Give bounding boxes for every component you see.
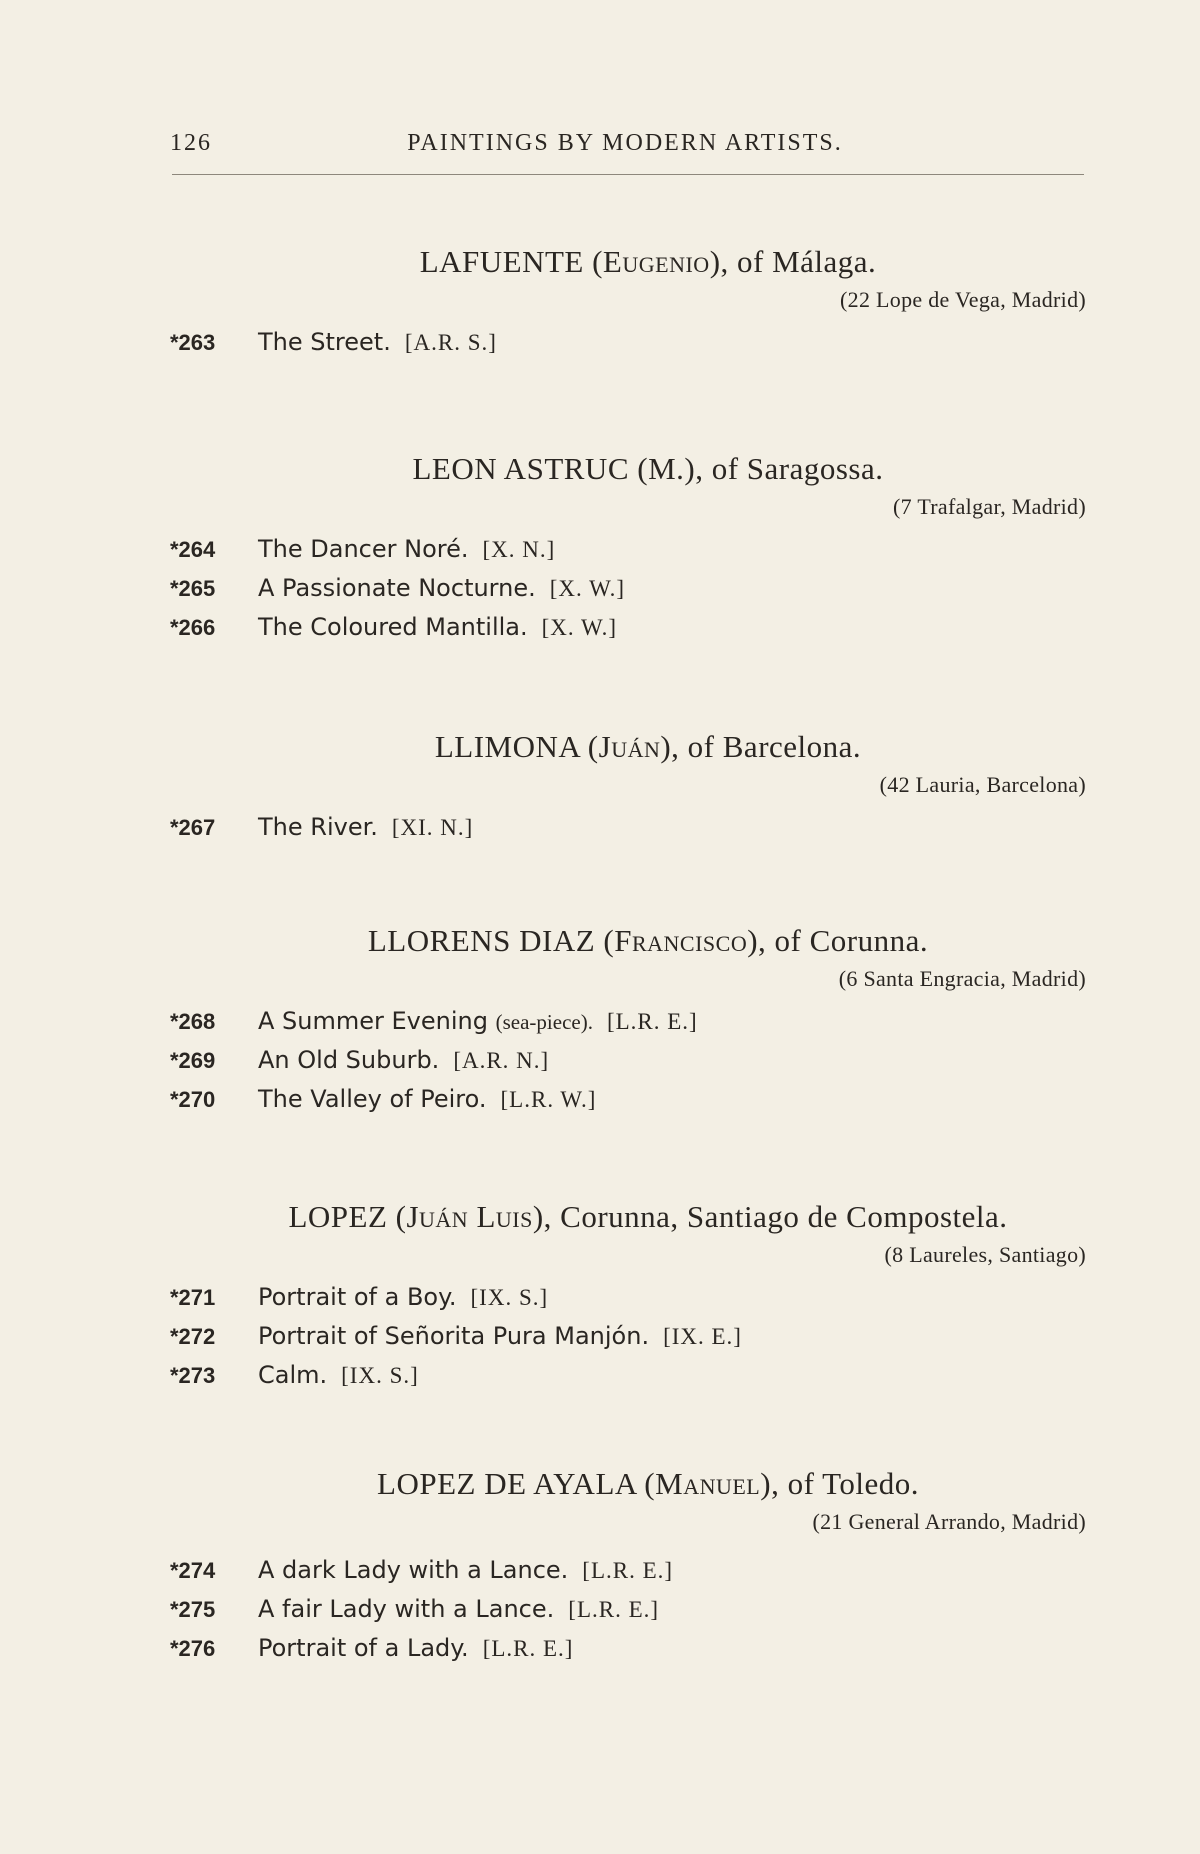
entry-classification: [IX. E.]: [663, 1324, 742, 1349]
catalogue-entry: [170, 608, 1086, 647]
artist-address: (8 Laureles, Santiago): [884, 1242, 1086, 1267]
entry-number: *264: [170, 537, 216, 562]
entry-number: *276: [170, 1636, 216, 1661]
entry-classification: [A.R. N.]: [453, 1048, 550, 1073]
entry-list: [170, 1002, 1086, 1119]
artist-section: [170, 728, 1086, 847]
catalogue-entry: [170, 1080, 1086, 1119]
catalogue-entry: [170, 323, 1086, 362]
entry-title: The Dancer Noré.: [258, 535, 469, 563]
running-head: [170, 130, 1080, 164]
entry-number: *269: [170, 1048, 216, 1073]
entry-list: [170, 1551, 1086, 1668]
entry-title: A Summer Evening: [258, 1007, 488, 1035]
entry-list: [170, 808, 1086, 847]
entry-title: A Passionate Nocturne.: [258, 574, 536, 602]
catalogue-entry: [170, 1002, 1086, 1041]
catalogue-entry: [170, 808, 1086, 847]
entry-title: A fair Lady with a Lance.: [258, 1595, 555, 1623]
entry-list: [170, 1278, 1086, 1395]
entry-classification: [IX. S.]: [341, 1363, 419, 1388]
artist-address: (21 General Arrando, Madrid): [812, 1509, 1086, 1534]
page-title: PAINTINGS BY MODERN ARTISTS.: [407, 130, 843, 156]
entry-number: *270: [170, 1087, 216, 1112]
artist-section: [170, 922, 1086, 1119]
entry-number: *266: [170, 615, 216, 640]
entry-number: *272: [170, 1324, 216, 1349]
artist-section: [170, 1198, 1086, 1395]
catalogue-entry: [170, 1629, 1086, 1668]
artist-address: (7 Trafalgar, Madrid): [893, 494, 1086, 519]
entry-number: *271: [170, 1285, 216, 1310]
entry-classification: [L.R. E.]: [582, 1558, 674, 1583]
entry-list: [170, 323, 1086, 362]
catalogue-entry: [170, 1551, 1086, 1590]
entry-subtitle: (sea-piece).: [495, 1010, 593, 1034]
entry-title: An Old Suburb.: [258, 1046, 440, 1074]
entry-title: Portrait of a Boy.: [258, 1283, 457, 1311]
catalogue-entry: [170, 1590, 1086, 1629]
entry-classification: [L.R. E.]: [482, 1636, 574, 1661]
entry-number: *265: [170, 576, 216, 601]
artist-address: (42 Lauria, Barcelona): [879, 772, 1086, 797]
entry-title: The Coloured Mantilla.: [258, 613, 528, 641]
entry-classification: [IX. S.]: [470, 1285, 549, 1310]
entry-classification: [X. W.]: [541, 615, 617, 640]
entry-classification: [XI. N.]: [391, 815, 474, 840]
entry-title: Portrait of a Lady.: [258, 1634, 469, 1662]
artist-heading: LOPEZ (Juán Luis), Corunna, Santiago de Compostela.: [288, 1199, 1008, 1234]
catalogue-entry: [170, 569, 1086, 608]
entry-classification: [A.R. S.]: [404, 330, 497, 355]
catalogue-entry: [170, 1317, 1086, 1356]
artist-heading: LAFUENTE (Eugenio), of Málaga.: [419, 244, 877, 279]
artist-address: (6 Santa Engracia, Madrid): [838, 966, 1086, 991]
catalogue-entry: [170, 1356, 1086, 1395]
entry-classification: [X. N.]: [482, 537, 556, 562]
page-number: 126: [170, 130, 212, 156]
artist-address: (22 Lope de Vega, Madrid): [840, 287, 1086, 312]
entry-number: *275: [170, 1597, 216, 1622]
header-rule: [172, 174, 1084, 175]
artist-section: [170, 450, 1086, 647]
catalogue-entry: [170, 530, 1086, 569]
entry-list: [170, 530, 1086, 647]
entry-title: Portrait of Señorita Pura Manjón.: [258, 1322, 650, 1350]
entry-classification: [L.R. E.]: [606, 1009, 698, 1034]
entry-title: A dark Lady with a Lance.: [258, 1556, 569, 1584]
entry-title: Calm.: [258, 1361, 328, 1389]
catalogue-entry: [170, 1278, 1086, 1317]
entry-title: The River.: [258, 813, 378, 841]
entry-number: *273: [170, 1363, 216, 1388]
artist-heading: LOPEZ DE AYALA (Manuel), of Toledo.: [377, 1466, 919, 1501]
artist-heading: LEON ASTRUC (M.), of Saragossa.: [412, 451, 884, 486]
artist-section: [170, 243, 1086, 362]
artist-heading: LLORENS DIAZ (Francisco), of Corunna.: [367, 923, 929, 958]
entry-classification: [L.R. W.]: [500, 1087, 597, 1112]
artist-section: [170, 1465, 1086, 1668]
entry-number: *268: [170, 1009, 216, 1034]
entry-classification: [L.R. E.]: [568, 1597, 660, 1622]
entry-number: *267: [170, 815, 216, 840]
entry-number: *263: [170, 330, 216, 355]
catalogue-entry: [170, 1041, 1086, 1080]
entry-number: *274: [170, 1558, 216, 1583]
entry-title: The Valley of Peiro.: [258, 1085, 487, 1113]
artist-heading: LLIMONA (Juán), of Barcelona.: [434, 729, 862, 764]
entry-classification: [X. W.]: [549, 576, 626, 601]
entry-title: The Street.: [258, 328, 391, 356]
